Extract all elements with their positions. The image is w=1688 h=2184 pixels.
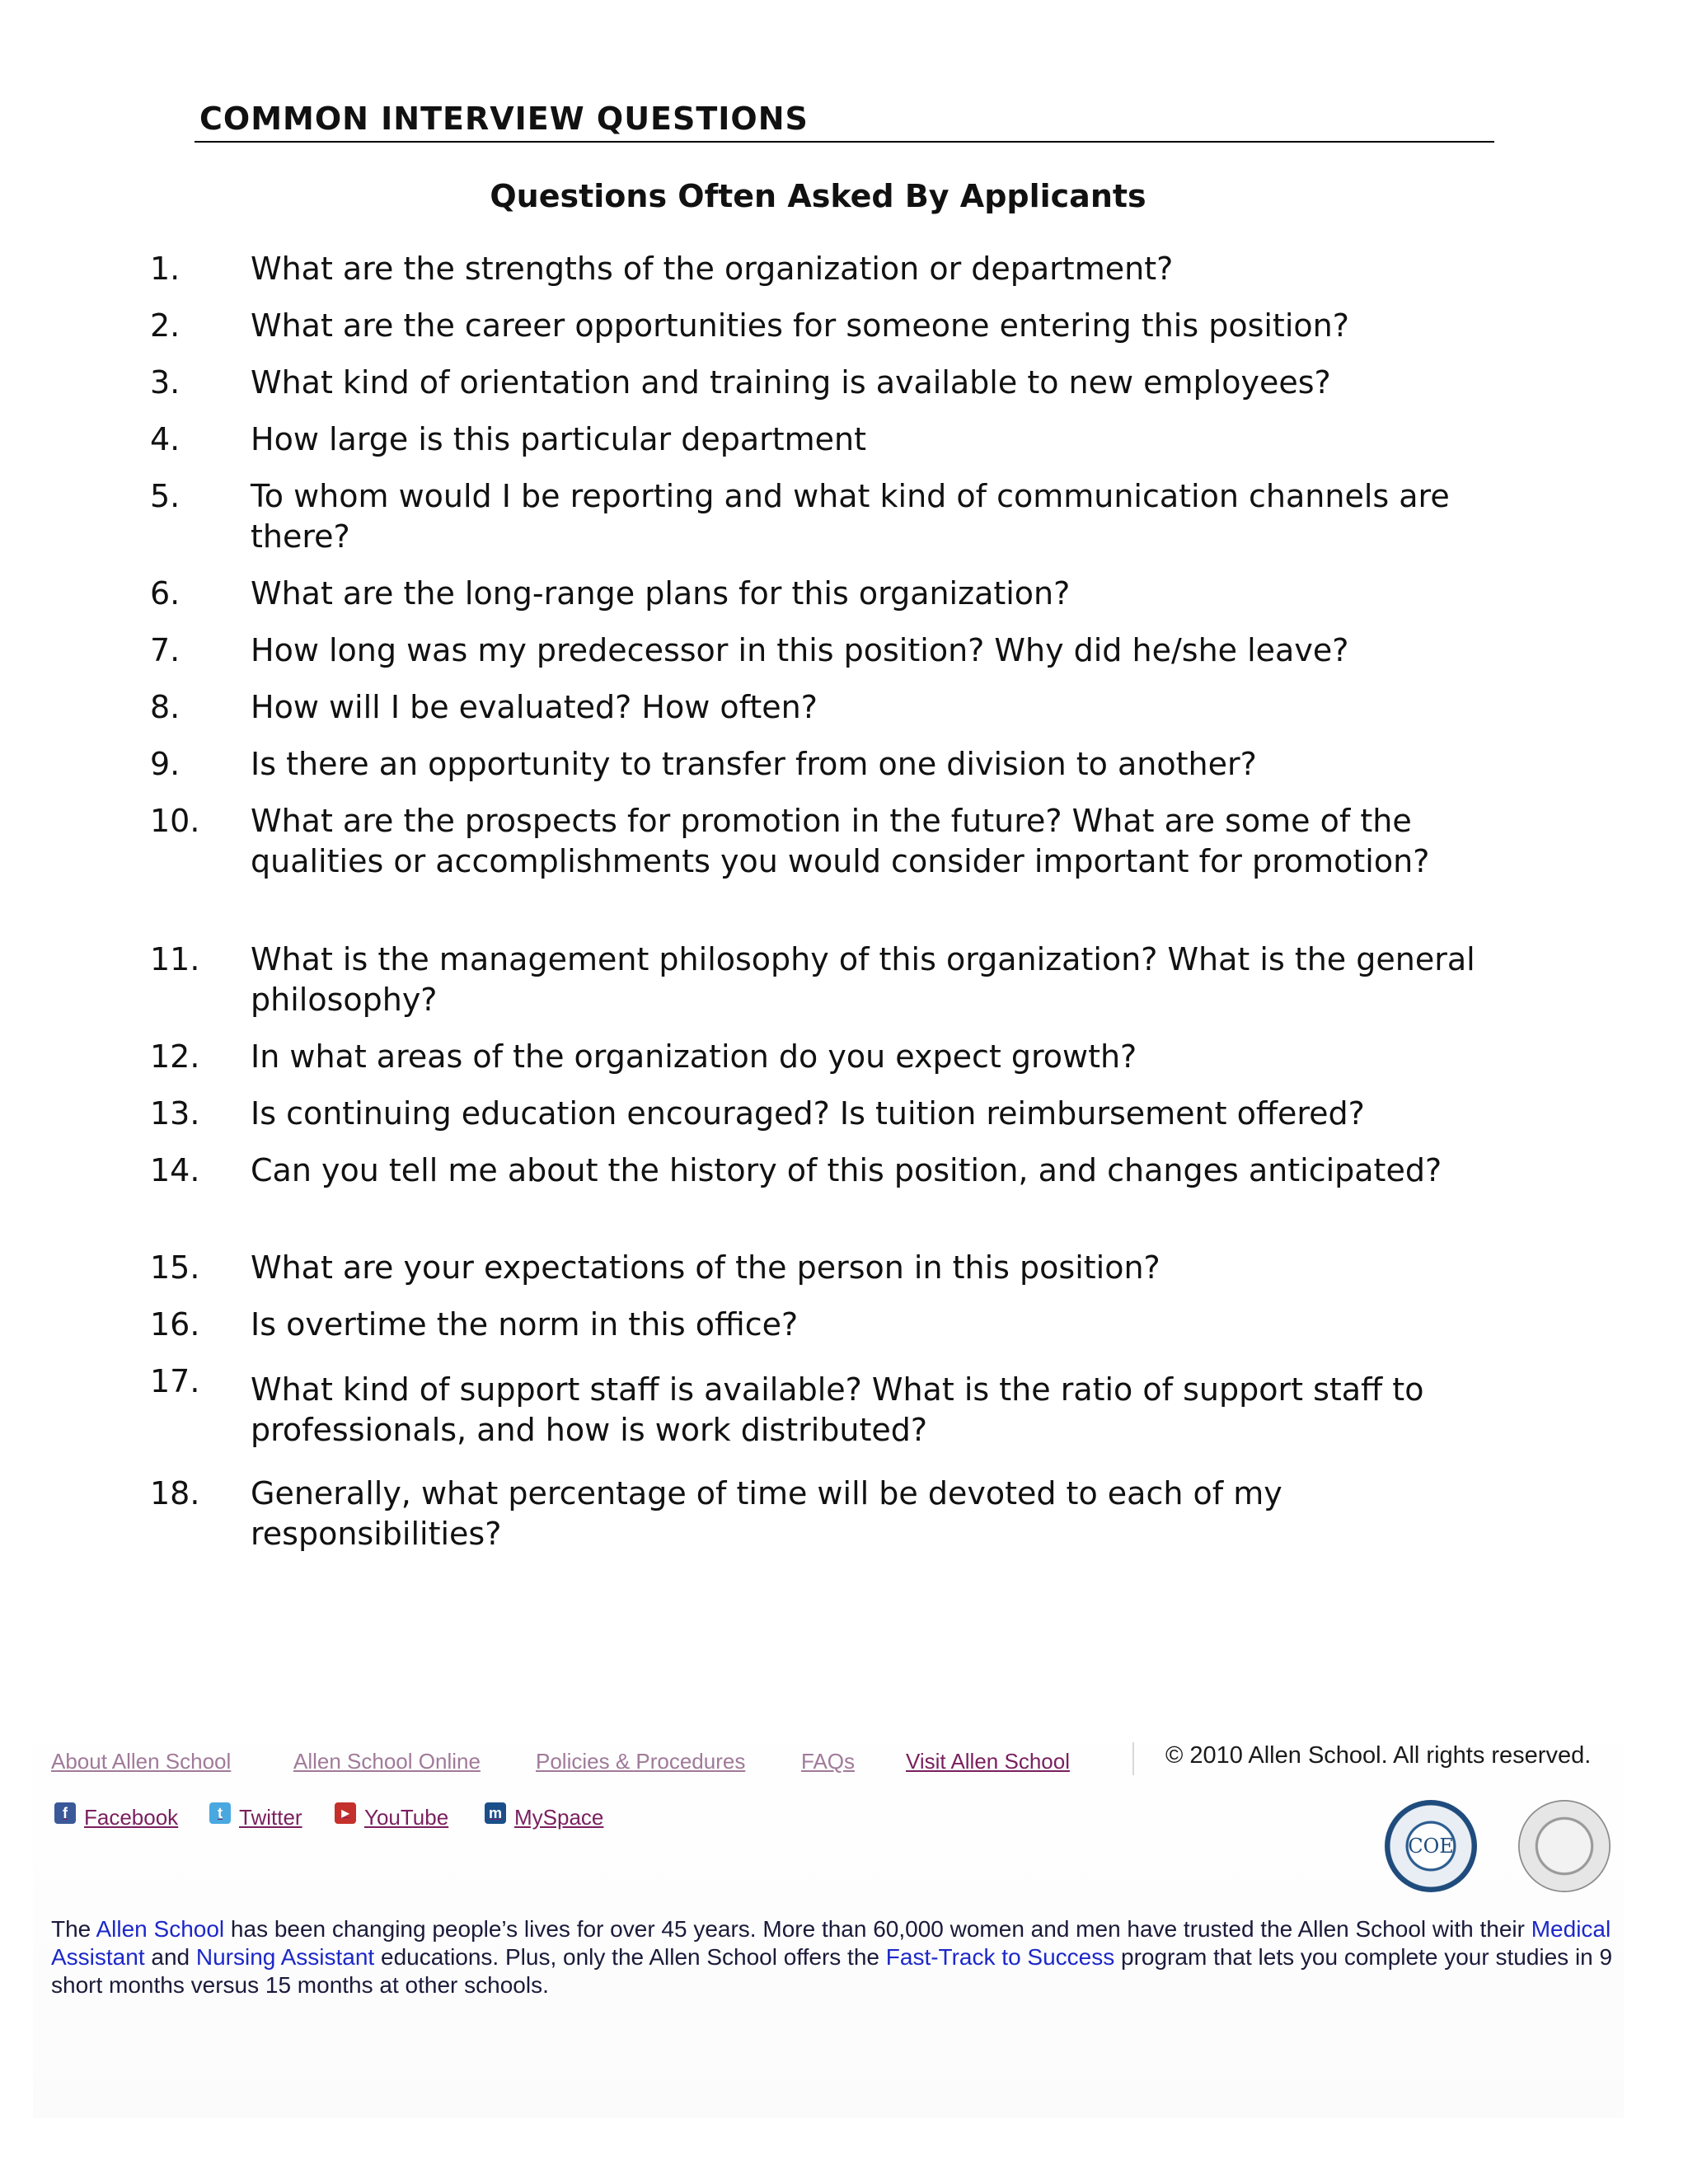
- medical-assistant-link[interactable]: Medical Assistant: [51, 1916, 1611, 1970]
- footer-link-online[interactable]: Allen School Online: [293, 1749, 481, 1774]
- footer-link-visit[interactable]: Visit Allen School: [906, 1749, 1070, 1774]
- question-number: 8.: [150, 689, 181, 725]
- social-link-youtube[interactable]: [335, 1805, 448, 1830]
- coe-seal-label: COE: [1408, 1835, 1454, 1858]
- new-york-state-seal: [1518, 1800, 1611, 1892]
- social-label: Facebook: [84, 1805, 179, 1830]
- school-description: [51, 1915, 1617, 1999]
- blurb-text: educations. Plus, only the Allen School offers the: [374, 1944, 886, 1970]
- social-label: Twitter: [239, 1805, 302, 1830]
- question-text: To whom would I be reporting and what kind of communication channels are there?: [251, 478, 1450, 555]
- footer-divider: [1132, 1742, 1134, 1775]
- question-text: Can you tell me about the history of this position, and changes anticipated?: [251, 1152, 1442, 1188]
- question-number: 12.: [150, 1038, 200, 1075]
- twitter-icon: t: [209, 1802, 231, 1824]
- question-text: What are your expectations of the person in this position?: [251, 1249, 1160, 1286]
- nursing-assistant-link[interactable]: Nursing Assistant: [195, 1944, 375, 1970]
- question-number: 13.: [150, 1095, 200, 1132]
- social-label: YouTube: [364, 1805, 449, 1830]
- social-link-facebook[interactable]: [54, 1805, 178, 1830]
- page-title: COMMON INTERVIEW QUESTIONS: [199, 101, 809, 137]
- allen-school-link[interactable]: Allen School: [96, 1916, 225, 1942]
- footer-link-about[interactable]: About Allen School: [51, 1749, 232, 1774]
- blurb-text: program that lets you complete your studies in 9 short months versus 15 months at other schools.: [51, 1944, 1613, 1998]
- question-number: 17.: [150, 1363, 200, 1399]
- fast-track-link[interactable]: Fast-Track to Success: [885, 1944, 1115, 1970]
- page-subtitle: Questions Often Asked By Applicants: [490, 178, 1146, 214]
- coe-accreditation-seal: [1385, 1800, 1477, 1892]
- question-text: What are the long-range plans for this organization?: [251, 575, 1071, 612]
- question-text: What kind of orientation and training is available to new employees?: [251, 364, 1331, 401]
- question-text: What is the management philosophy of this organization? What is the general philosophy?: [251, 941, 1475, 1018]
- blurb-text: The: [51, 1916, 96, 1942]
- question-number: 11.: [150, 941, 200, 977]
- question-number: 15.: [150, 1249, 200, 1286]
- social-link-twitter[interactable]: [209, 1805, 302, 1830]
- question-number: 18.: [150, 1475, 200, 1511]
- social-link-myspace[interactable]: [485, 1805, 603, 1830]
- social-label: MySpace: [514, 1805, 604, 1830]
- question-number: 14.: [150, 1152, 200, 1188]
- question-text: In what areas of the organization do you expect growth?: [251, 1038, 1137, 1075]
- title-underline: [195, 141, 1494, 143]
- question-text: Is overtime the norm in this office?: [251, 1306, 799, 1343]
- question-text: Generally, what percentage of time will be devoted to each of my responsibilities?: [251, 1475, 1282, 1552]
- question-number: 16.: [150, 1306, 200, 1343]
- question-text: What are the career opportunities for someone entering this position?: [251, 307, 1349, 344]
- question-text: How large is this particular department: [251, 421, 867, 457]
- facebook-icon: f: [54, 1802, 76, 1824]
- question-number: 4.: [150, 421, 181, 457]
- question-number: 2.: [150, 307, 181, 344]
- footer-link-policies[interactable]: Policies & Procedures: [536, 1749, 746, 1774]
- copyright-notice: © 2010 Allen School. All rights reserved.: [1165, 1742, 1592, 1769]
- question-text: What kind of support staff is available? What is the ratio of support staff to professionals, and how is work distributed?: [251, 1371, 1424, 1448]
- question-number: 9.: [150, 746, 181, 782]
- blurb-text: has been changing people’s lives for over 45 years. More than 60,000 women and men have trusted the Allen School with their: [224, 1916, 1531, 1942]
- question-number: 1.: [150, 251, 181, 287]
- question-number: 7.: [150, 632, 181, 668]
- question-text: How will I be evaluated? How often?: [251, 689, 818, 725]
- question-text: Is continuing education encouraged? Is tuition reimbursement offered?: [251, 1095, 1365, 1132]
- question-text: What are the prospects for promotion in the future? What are some of the qualities or accomplishments you would consider important for promotion?: [251, 803, 1430, 879]
- myspace-icon: m: [485, 1802, 506, 1824]
- question-number: 6.: [150, 575, 181, 612]
- question-number: 10.: [150, 803, 200, 839]
- question-text: How long was my predecessor in this position? Why did he/she leave?: [251, 632, 1349, 668]
- blurb-text: and: [144, 1944, 196, 1970]
- footer-link-faqs[interactable]: FAQs: [801, 1749, 856, 1774]
- question-text: What are the strengths of the organization or department?: [251, 251, 1174, 287]
- question-number: 5.: [150, 478, 181, 514]
- youtube-icon: ▶: [335, 1802, 356, 1824]
- question-number: 3.: [150, 364, 181, 401]
- question-text: Is there an opportunity to transfer from one division to another?: [251, 746, 1257, 782]
